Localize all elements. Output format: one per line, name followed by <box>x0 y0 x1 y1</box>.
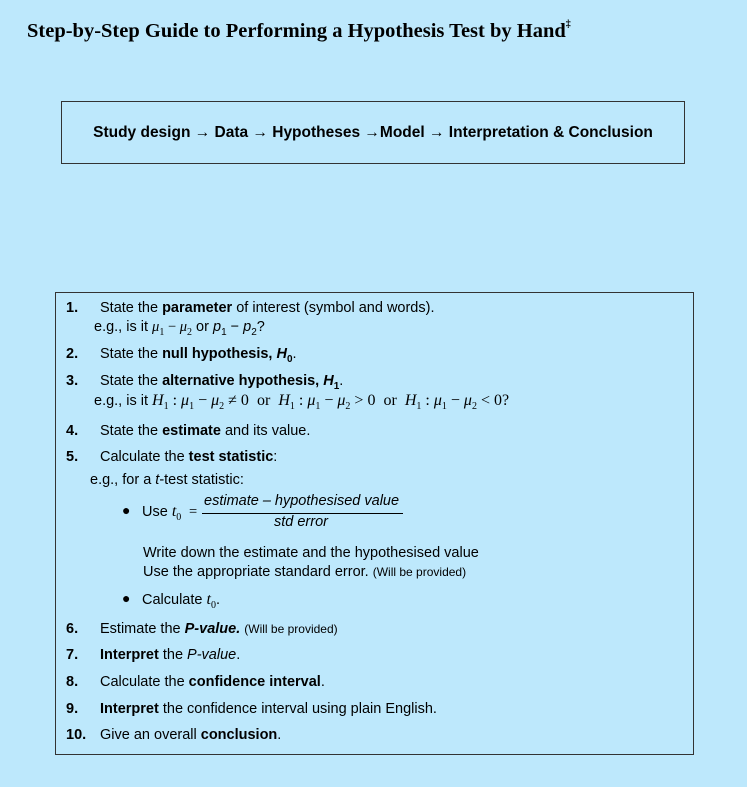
step-5-example: e.g., for a t-test statistic: <box>90 472 244 488</box>
steps-box: 1. State the parameter of interest (symbol and words). e.g., is it $\mu_1 - \mu_2$ or $p_1 - p_2$? 2. State the null hypothesis, $H_0$. 3. State the alternative hypothesis, $H_1$. e.g., is it $H_1$ : $\mu_1 - \mu_2 \ne 0$ or $H_1$ : $\mu_1 - \mu_2 > 0$ or $H_1$ : $\mu_1 - \mu_2 < 0$? 4. State the estimate and its value. 5. Calculate the test statistic: e.g., for a t-test statistic: ● Use $t_0$ = estimate – hypothesised value std error Write down the estimate and the hypothesised value Use the appropriate standard error. (Will be provided) ● Calculate $t_0$. 6. Estimate the P-value. (Will be provided) 7. Interpret the P-value. 8. Calculate the confidence interval. 9. Interpret the confidence interval using plain English. 10. Give an overall conclusion. <box>55 292 694 755</box>
standard-error-instruction: Use the appropriate standard error. (Will be provided) <box>143 564 467 580</box>
step-3-example: e.g., is it $H_1$ : $\mu_1 - \mu_2 \ne 0$ or $H_1$ : $\mu_1 - \mu_2 > 0$ or $H_1$ : $\mu_1 - \mu_2 < 0$? <box>94 392 510 413</box>
use-formula-label: Use $t_0$ = <box>142 503 198 523</box>
step-1-example: e.g., is it $\mu_1 - \mu_2$ or $p_1 - p_2$? <box>94 319 265 338</box>
bullet-icon: ● <box>122 590 131 606</box>
write-down-instruction: Write down the estimate and the hypothesised value <box>143 545 479 561</box>
workflow-text: Study design → Data → Hypotheses →Model → Interpretation & Conclusion <box>93 123 653 141</box>
footnote-mark: ‡ <box>565 19 571 30</box>
formula-denominator: std error <box>274 514 328 530</box>
workflow-box <box>61 101 685 164</box>
formula-numerator: estimate – hypothesised value <box>204 493 400 509</box>
calculate-t0: Calculate $t_0$. <box>142 591 220 611</box>
bullet-icon: ● <box>122 502 131 518</box>
page-title: Step-by-Step Guide to Performing a Hypothesis Test by Hand‡ <box>27 19 571 42</box>
